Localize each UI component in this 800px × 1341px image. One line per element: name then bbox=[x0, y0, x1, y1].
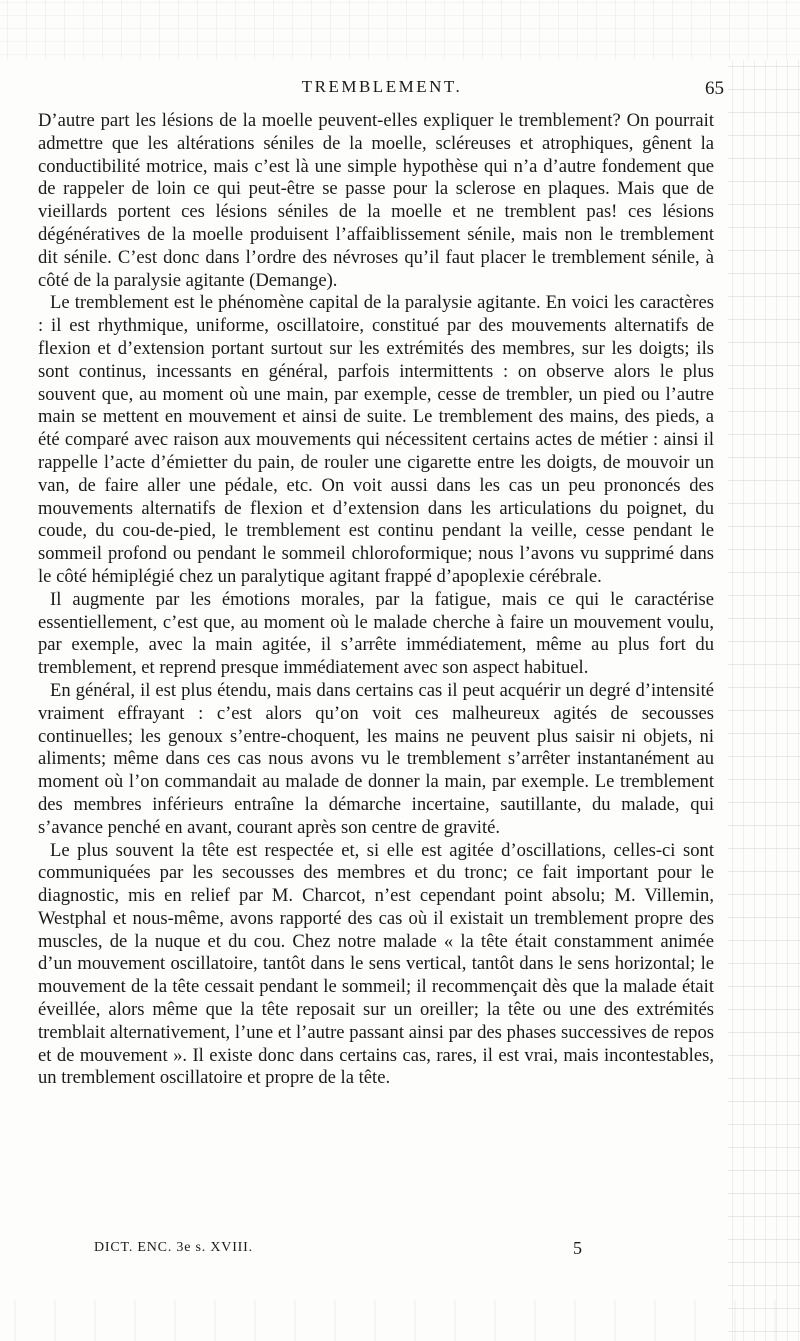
scan-noise-right-margin bbox=[728, 60, 800, 1341]
paragraph-2: Le tremblement est le phénomène capital de la paralysie agitante. En voici les caractères : il est rhythmique, uniforme, oscillatoire, constitué par des mouvements alternatifs de flexion et d’extension portant surtout sur les extrémités des membres, sur les doigts; ils sont continus, incessants en général, parfois intermittents : on observe alors le plus souvent que, au moment où une main, par exemple, cesse de trembler, un pied ou l’autre main se mettent en mouvement et ainsi de suite. Le tremblement des mains, des pieds, a été comparé avec raison aux mouvements qui nécessitent certains actes de métier : ainsi il rappelle l’acte d’émietter du pain, de rouler une cigarette entre les doigts, de mouvoir un van, de faire aller une pédale, etc. On voit aussi dans les cas un peu prononcés des mouvements alternatifs de flexion et d’extension dans les articulations du poignet, du coude, du cou-de-pied, le tremblement est continu pendant la veille, cesse pendant le sommeil profond ou pendant le sommeil chloroformique; nous l’avons vu supprimé dans le côté hémiplégié chez un paralytique agitant frappé d’apoplexie cérébrale. bbox=[38, 292, 714, 587]
page-number: 65 bbox=[705, 78, 724, 99]
printer-signature: DICT. ENC. 3e s. XVIII. bbox=[94, 1240, 253, 1255]
running-head bbox=[40, 74, 724, 100]
scan-noise-bottom bbox=[0, 1300, 800, 1341]
paragraph-3: Il augmente par les émotions morales, par la fatigue, mais ce qui le caractérise essentiellement, c’est que, au moment où le malade cherche à faire un mouvement voulu, par exemple, avec la main agitée, il s’arrête immédiatement, même au plus fort du tremblement, et reprend presque immédiatement avec son aspect habituel. bbox=[38, 588, 714, 679]
scan-noise-top bbox=[0, 0, 800, 60]
page-footer bbox=[40, 1240, 660, 1264]
paragraph-5: Le plus souvent la tête est respectée et, si elle est agitée d’oscillations, celles-ci sont communiquées par les secousses des membres et du tronc; ce fait important pour le diagnostic, mis en relief par M. Charcot, n’est cependant point absolu; M. Villemin, Westphal et nous-même, avons rapporté des cas où il existait un tremblement propre des muscles, de la nuque et du cou. Chez notre malade « la tête était constamment animée d’un mouvement oscillatoire, tantôt dans le sens vertical, tantôt dans le sens horizontal; le mouvement de la tête cessait pendant le sommeil; il recommençait dès que la malade était éveillée, alors même que la tête reposait sur un oreiller; la tête ou une des extrémités tremblait alternativement, l’une et l’autre passant ainsi par des phases successives de repos et de mouvement ». Il existe donc dans certains cas, rares, il est vrai, mais incontestables, un tremblement oscillatoire et propre de la tête. bbox=[38, 839, 714, 1089]
paragraph-4: En général, il est plus étendu, mais dans certains cas il peut acquérir un degré d’intensité vraiment effrayant : c’est alors qu’on voit ces malheureux agités de secousses continuelles; les genoux s’entre-choquent, les mains ne peuvent plus saisir ni objets, ni aliments; même dans ces cas nous avons vu le tremblement s’arrêter instantanément au moment où l’on commandait au malade de donner la main, par exemple. Le tremblement des membres inférieurs entraîne la démarche incertaine, sautillante, du malade, qui s’avance penché en avant, courant après son centre de gravité. bbox=[38, 679, 714, 838]
body-text bbox=[38, 110, 714, 1090]
paragraph-1: D’autre part les lésions de la moelle peuvent-elles expliquer le tremblement? On pourrait admettre que les altérations séniles de la moelle, scléreuses et atrophiques, gênent la conductibilité motrice, mais c’est là une simple hypothèse qui n’a d’autre fondement que de rappeler de loin ce qui peut-être se passe pour la sclerose en plaques. Mais que de vieillards portent ces lésions séniles de la moelle et ne tremblent pas! ces lésions dégénératives de la moelle produisent l’affaiblissement sénile, mais non le tremblement dit sénile. C’est donc dans l’ordre des névroses qu’il faut placer le tremblement sénile, à côté de la paralysie agitante (Demange). bbox=[38, 110, 714, 291]
running-title: TREMBLEMENT. bbox=[301, 77, 463, 96]
sheet-number: 5 bbox=[573, 1238, 582, 1258]
